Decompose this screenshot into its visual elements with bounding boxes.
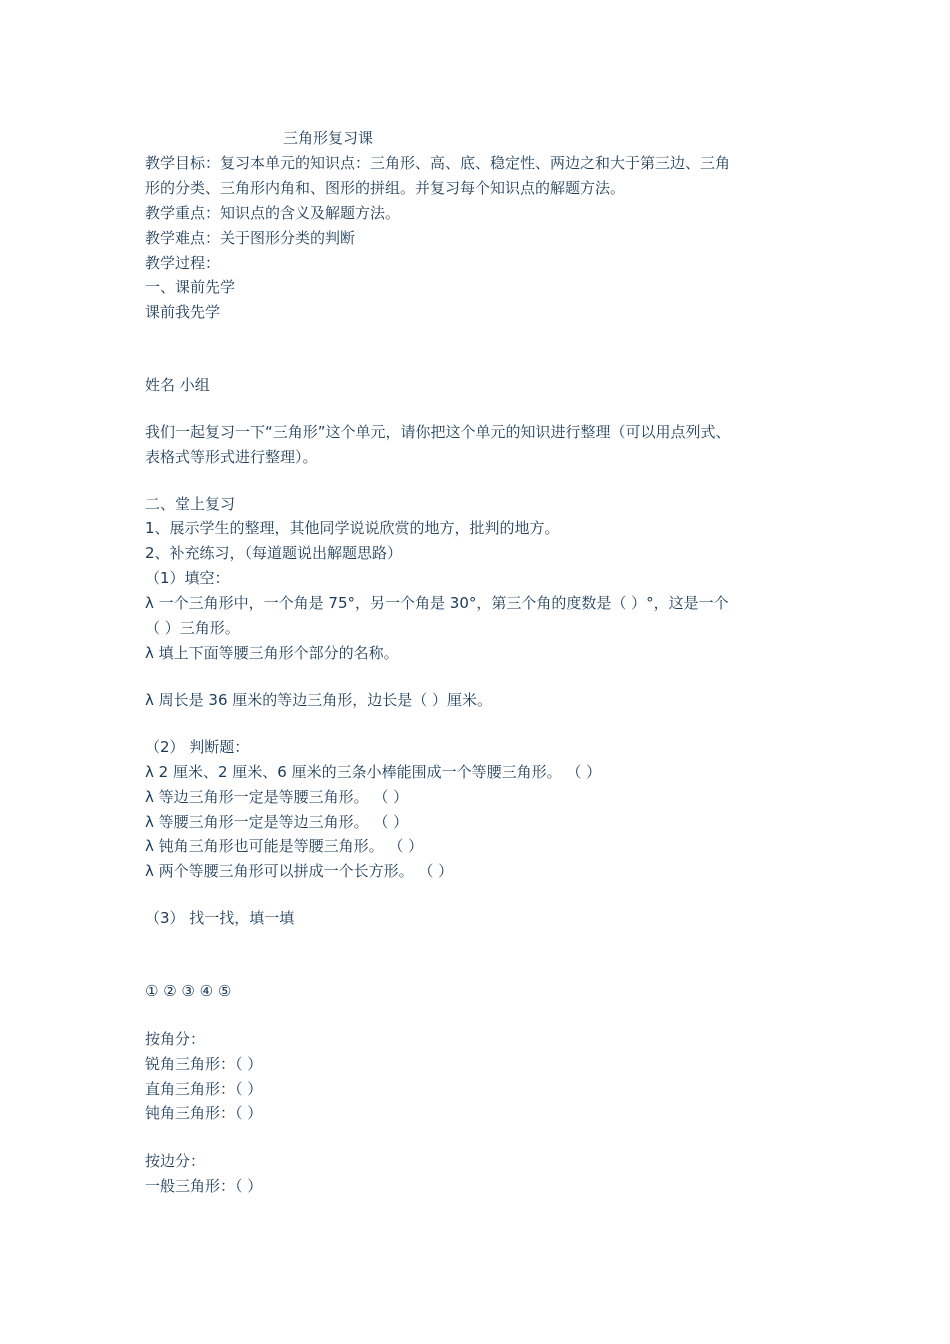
judge-question-4: λ 钝角三角形也可能是等腰三角形。 （ ） bbox=[145, 837, 424, 855]
item-2: 2、补充练习，（每道题说出解题思路） bbox=[145, 544, 403, 562]
fill-question-2: λ 填上下面等腰三角形个部分的名称。 bbox=[145, 644, 399, 662]
difficulty: 教学难点：关于图形分类的判断 bbox=[145, 229, 356, 247]
find-title: （3） 找一找，填一填 bbox=[145, 909, 295, 927]
acute-triangle-line: 锐角三角形：（ ） bbox=[145, 1055, 263, 1073]
right-triangle-line: 直角三角形：（ ） bbox=[145, 1080, 263, 1098]
fill-question-1-line-2: （ ）三角形。 bbox=[145, 619, 240, 637]
process-heading: 教学过程： bbox=[145, 254, 221, 272]
judge-question-5: λ 两个等腰三角形可以拼成一个长方形。 （ ） bbox=[145, 862, 454, 880]
review-line-2: 表格式等形式进行整理）。 bbox=[145, 448, 318, 466]
judge-question-1: λ 2 厘米、2 厘米、6 厘米的三条小棒能围成一个等腰三角形。 （ ） bbox=[145, 763, 602, 781]
judge-title: （2） 判断题： bbox=[145, 738, 250, 756]
obtuse-triangle-line: 钝角三角形：（ ） bbox=[145, 1104, 263, 1122]
circled-numbers: ① ② ③ ④ ⑤ bbox=[145, 982, 232, 1000]
name-group-line: 姓名 小组 bbox=[145, 376, 210, 394]
goal-line-1: 教学目标：复习本单元的知识点：三角形、高、底、稳定性、两边之和大于第三边、三角 bbox=[145, 154, 731, 172]
goal-line-2: 形的分类、三角形内角和、图形的拼组。并复习每个知识点的解题方法。 bbox=[145, 179, 626, 197]
page-title: 三角形复习课 bbox=[283, 129, 374, 147]
section-2-title: 二、堂上复习 bbox=[145, 495, 236, 513]
general-triangle-line: 一般三角形：（ ） bbox=[145, 1177, 263, 1195]
key-point: 教学重点：知识点的含义及解题方法。 bbox=[145, 204, 401, 222]
review-line-1: 我们一起复习一下“三角形”这个单元，请你把这个单元的知识进行整理（可以用点列式、 bbox=[145, 423, 731, 441]
fill-question-1-line-1: λ 一个三角形中，一个角是 75°，另一个角是 30°，第三个角的度数是（ ）°，这是一个 bbox=[145, 594, 729, 612]
judge-question-2: λ 等边三角形一定是等腰三角形。 （ ） bbox=[145, 788, 409, 806]
fill-title: （1）填空： bbox=[145, 569, 230, 587]
fill-question-3: λ 周长是 36 厘米的等边三角形，边长是（ ）厘米。 bbox=[145, 691, 493, 709]
section-1-title: 一、课前先学 bbox=[145, 278, 236, 296]
by-side-heading: 按边分： bbox=[145, 1152, 206, 1170]
section-1-subtitle: 课前我先学 bbox=[145, 303, 221, 321]
judge-question-3: λ 等腰三角形一定是等边三角形。 （ ） bbox=[145, 813, 409, 831]
by-angle-heading: 按角分： bbox=[145, 1030, 206, 1048]
item-1: 1、展示学生的整理，其他同学说说欣赏的地方，批判的地方。 bbox=[145, 519, 560, 537]
